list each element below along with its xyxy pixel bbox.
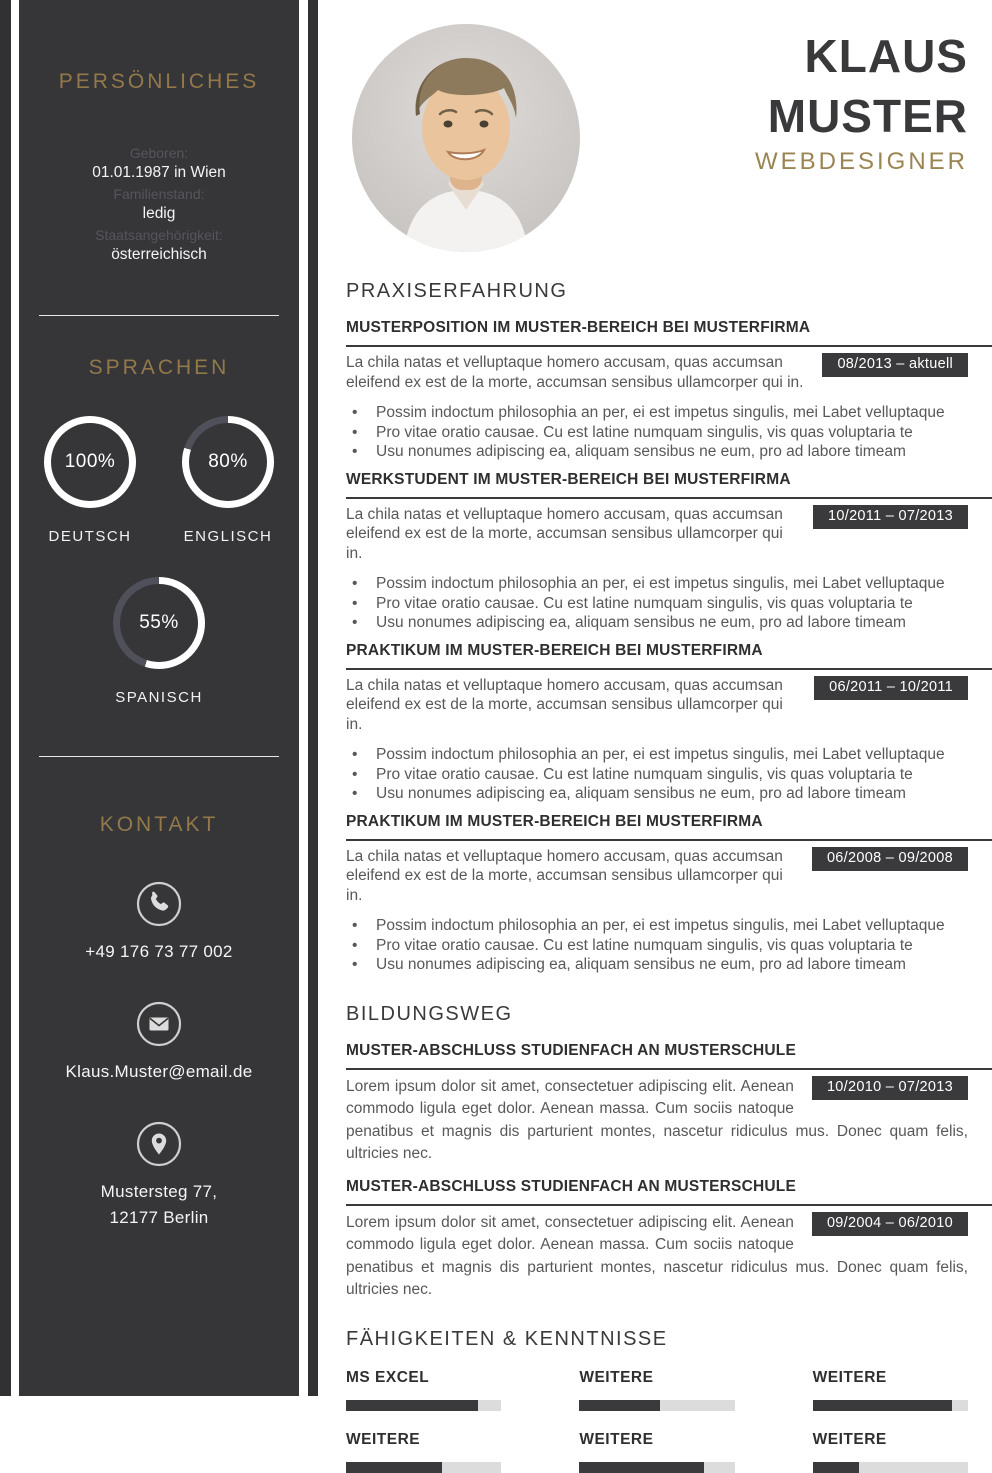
bullet-dot: •: [352, 423, 358, 441]
language-rings-row-2: [19, 577, 299, 706]
field-label-geboren: Geboren:: [129, 145, 189, 161]
bullet-dot: •: [352, 614, 358, 631]
date-badge: 09/2004 – 06/2010: [812, 1212, 968, 1236]
field-label-familienstand: Familienstand:: [113, 186, 205, 202]
contact-section-heading: KONTAKT: [99, 813, 219, 836]
bullet-dot: •: [352, 917, 358, 934]
experience-title: PRAKTIKUM IM MUSTER-BEREICH BEI MUSTERFIRMA: [346, 812, 992, 841]
skill-bar-fill: [579, 1462, 703, 1473]
bullet-text: Pro vitae oratio causae. Cu est latine numquam singulis, vis quas voluptaria te: [376, 423, 913, 441]
experience-intro: La chila natas et velluptaque homero accusam, quas accumsan eleifend ex est de la morte, accumsan sensibus ullamcorper qui in.: [346, 354, 804, 391]
language-ring-spanisch: [113, 577, 205, 669]
experience-bullets: [346, 403, 968, 462]
language-item-englisch: [178, 416, 278, 545]
skills-section-heading: FÄHIGKEITEN & KENNTNISSE: [346, 1327, 668, 1350]
language-percent-deutsch: 100%: [64, 451, 116, 472]
bullet-text: Pro vitae oratio causae. Cu est latine numquam singulis, vis quas voluptaria te: [376, 936, 913, 954]
language-item-spanisch: [109, 577, 209, 706]
bullet-text: Usu nonumes adipiscing ea, aliquam sensibus ne eum, pro ad labore timeam: [376, 614, 906, 631]
sidebar-divider-line: [39, 756, 279, 757]
skill-item: [813, 1431, 968, 1473]
bullet-item: [346, 765, 968, 785]
sidebar-divider-line: [39, 315, 279, 316]
skill-bar-fill: [813, 1462, 860, 1473]
experience-body: [346, 353, 968, 462]
experience-section-heading: PRAXISERFAHRUNG: [346, 280, 568, 302]
education-body: [346, 1212, 968, 1302]
skills-grid: [346, 1369, 968, 1473]
ring-hole: [51, 423, 129, 501]
main-content: [318, 0, 992, 1448]
contact-item-email: [19, 1001, 299, 1085]
skill-label: WEITERE: [579, 1368, 654, 1386]
skill-bar-fill: [346, 1462, 442, 1473]
skill-item: [813, 1369, 968, 1411]
language-ring-englisch: [182, 416, 274, 508]
language-ring-deutsch: [44, 416, 136, 508]
skill-label: WEITERE: [346, 1430, 421, 1448]
sidebar-divider-stripe: [308, 0, 318, 1396]
bullet-text: Possim indoctum philosophia an per, ei est impetus singulis, mei Labet velluptaque: [376, 404, 945, 421]
bullet-item: [346, 784, 968, 804]
date-badge: 08/2013 – aktuell: [822, 353, 968, 377]
experience-intro: La chila natas et velluptaque homero accusam, quas accumsan eleifend ex est de la morte, accumsan sensibus ullamcorper qui in.: [346, 505, 783, 562]
experience-intro: La chila natas et velluptaque homero accusam, quas accumsan eleifend ex est de la morte, accumsan sensibus ullamcorper qui in.: [346, 676, 783, 733]
bullet-text: Possim indoctum philosophia an per, ei est impetus singulis, mei Labet velluptaque: [376, 575, 945, 592]
skill-bar-fill: [579, 1400, 660, 1411]
ring-hole: [120, 584, 198, 662]
bullet-item: [346, 955, 968, 975]
skill-label: MS EXCEL: [346, 1368, 430, 1386]
contact-item-phone: [19, 881, 299, 965]
language-label-deutsch: DEUTSCH: [48, 528, 132, 545]
experience-body: [346, 505, 968, 633]
experience-title: PRAKTIKUM IM MUSTER-BEREICH BEI MUSTERFIRMA: [346, 641, 992, 670]
ring-hole: [189, 423, 267, 501]
bullet-text: Pro vitae oratio causae. Cu est latine numquam singulis, vis quas voluptaria te: [376, 765, 913, 783]
language-percent-englisch: 80%: [208, 451, 248, 472]
language-label-englisch: ENGLISCH: [183, 528, 273, 545]
bullet-text: Possim indoctum philosophia an per, ei est impetus singulis, mei Labet velluptaque: [376, 917, 945, 934]
sidebar: [19, 0, 299, 1396]
experience-entry: [346, 470, 968, 633]
language-percent-spanisch: 55%: [139, 612, 179, 633]
field-value-familienstand: ledig: [142, 205, 176, 222]
experience-title: MUSTERPOSITION IM MUSTER-BEREICH BEI MUSTERFIRMA: [346, 318, 992, 347]
skill-label: WEITERE: [812, 1368, 887, 1386]
bullet-text: Usu nonumes adipiscing ea, aliquam sensibus ne eum, pro ad labore timeam: [376, 785, 906, 802]
bullet-item: [346, 423, 968, 443]
experience-entry: [346, 641, 968, 804]
language-label-spanisch: SPANISCH: [115, 689, 203, 706]
bullet-dot: •: [352, 443, 358, 460]
field-value-geboren: 01.01.1987 in Wien: [92, 164, 226, 181]
experience-body: [346, 676, 968, 804]
skill-bar-fill: [346, 1400, 478, 1411]
bullet-text: Pro vitae oratio causae. Cu est latine numquam singulis, vis quas voluptaria te: [376, 594, 913, 612]
bullet-item: [346, 745, 968, 765]
language-rings-row: [19, 416, 299, 545]
header: [346, 0, 968, 252]
personal-fields: [19, 144, 299, 265]
bullet-item: [346, 916, 968, 936]
bullet-dot: •: [352, 575, 358, 592]
bullet-item: [346, 936, 968, 956]
bullet-item: [346, 442, 968, 462]
education-text: Lorem ipsum dolor sit amet, consectetuer adipiscing elit. Aenean commodo ligula eget dolor. Aenean massa. Cum sociis natoque penatibus et magnis dis parturient montes, nascetur ridiculus mus. Donec quam felis, ultricies nec.: [346, 1213, 968, 1298]
date-badge: 06/2008 – 09/2008: [812, 847, 968, 871]
field-value-staatsangehoerigkeit: österreichisch: [111, 246, 207, 263]
bullet-item: [346, 403, 968, 423]
education-section-heading: BILDUNGSWEG: [346, 1002, 513, 1025]
skill-label: WEITERE: [579, 1430, 654, 1448]
contact-address-line2: 12177 Berlin: [109, 1208, 209, 1227]
date-badge: 10/2010 – 07/2013: [812, 1076, 968, 1100]
left-edge-stripe: [0, 0, 11, 1396]
experience-title: WERKSTUDENT IM MUSTER-BEREICH BEI MUSTERFIRMA: [346, 470, 992, 499]
skill-bar-fill: [813, 1400, 953, 1411]
bullet-dot: •: [352, 765, 358, 783]
experience-entry: [346, 318, 968, 462]
date-badge: 06/2011 – 10/2011: [814, 676, 968, 700]
bullet-dot: •: [352, 746, 358, 763]
education-entry: [346, 1177, 968, 1302]
field-label-staatsangehoerigkeit: Staatsangehörigkeit:: [95, 227, 223, 243]
bullet-dot: •: [352, 956, 358, 973]
bullet-item: [346, 594, 968, 614]
contact-phone-number: +49 176 73 77 002: [85, 942, 233, 961]
bullet-text: Possim indoctum philosophia an per, ei est impetus singulis, mei Labet velluptaque: [376, 746, 945, 763]
bullet-text: Usu nonumes adipiscing ea, aliquam sensibus ne eum, pro ad labore timeam: [376, 443, 906, 460]
mail-icon: [136, 1001, 182, 1047]
bullet-dot: •: [352, 785, 358, 802]
personal-section-heading: PERSÖNLICHES: [58, 70, 260, 93]
education-title: MUSTER-ABSCHLUSS STUDIENFACH AN MUSTERSCHULE: [346, 1041, 992, 1070]
name-block: [580, 0, 968, 176]
skill-item: [346, 1431, 501, 1473]
skill-bar-track: [579, 1462, 734, 1473]
contact-address-line1: Mustersteg 77,: [100, 1182, 218, 1201]
skill-bar-track: [813, 1400, 968, 1411]
bullet-dot: •: [352, 404, 358, 421]
skill-item: [579, 1431, 734, 1473]
skill-bar-track: [346, 1400, 501, 1411]
skill-label: WEITERE: [812, 1430, 887, 1448]
languages-section-heading: SPRACHEN: [88, 356, 230, 379]
bullet-text: Usu nonumes adipiscing ea, aliquam sensibus ne eum, pro ad labore timeam: [376, 956, 906, 973]
experience-bullets: [346, 916, 968, 975]
bullet-item: [346, 613, 968, 633]
location-pin-icon: [136, 1121, 182, 1167]
skill-bar-track: [813, 1462, 968, 1473]
education-text: Lorem ipsum dolor sit amet, consectetuer adipiscing elit. Aenean commodo ligula eget dolor. Aenean massa. Cum sociis natoque penatibus et magnis dis parturient montes, nascetur ridiculus mus. Donec quam felis, ultricies nec.: [346, 1077, 968, 1162]
last-name: MUSTER: [767, 90, 968, 142]
experience-bullets: [346, 574, 968, 633]
language-item-deutsch: [40, 416, 140, 545]
first-name: KLAUS: [804, 30, 968, 82]
skill-item: [346, 1369, 501, 1411]
profile-photo: [352, 24, 580, 252]
experience-bullets: [346, 745, 968, 804]
contact-email: Klaus.Muster@email.de: [65, 1062, 253, 1081]
experience-body: [346, 847, 968, 975]
education-title: MUSTER-ABSCHLUSS STUDIENFACH AN MUSTERSCHULE: [346, 1177, 992, 1206]
bullet-item: [346, 574, 968, 594]
skill-item: [579, 1369, 734, 1411]
experience-intro: La chila natas et velluptaque homero accusam, quas accumsan eleifend ex est de la morte, accumsan sensibus ullamcorper qui in.: [346, 847, 783, 904]
phone-icon: [136, 881, 182, 927]
education-entry: [346, 1041, 968, 1166]
skill-bar-track: [579, 1400, 734, 1411]
bullet-dot: •: [352, 594, 358, 612]
job-role: WEBDESIGNER: [754, 148, 968, 175]
education-body: [346, 1076, 968, 1166]
contact-item-address: [19, 1121, 299, 1231]
skill-bar-track: [346, 1462, 501, 1473]
date-badge: 10/2011 – 07/2013: [813, 505, 968, 529]
experience-entry: [346, 812, 968, 975]
bullet-dot: •: [352, 936, 358, 954]
